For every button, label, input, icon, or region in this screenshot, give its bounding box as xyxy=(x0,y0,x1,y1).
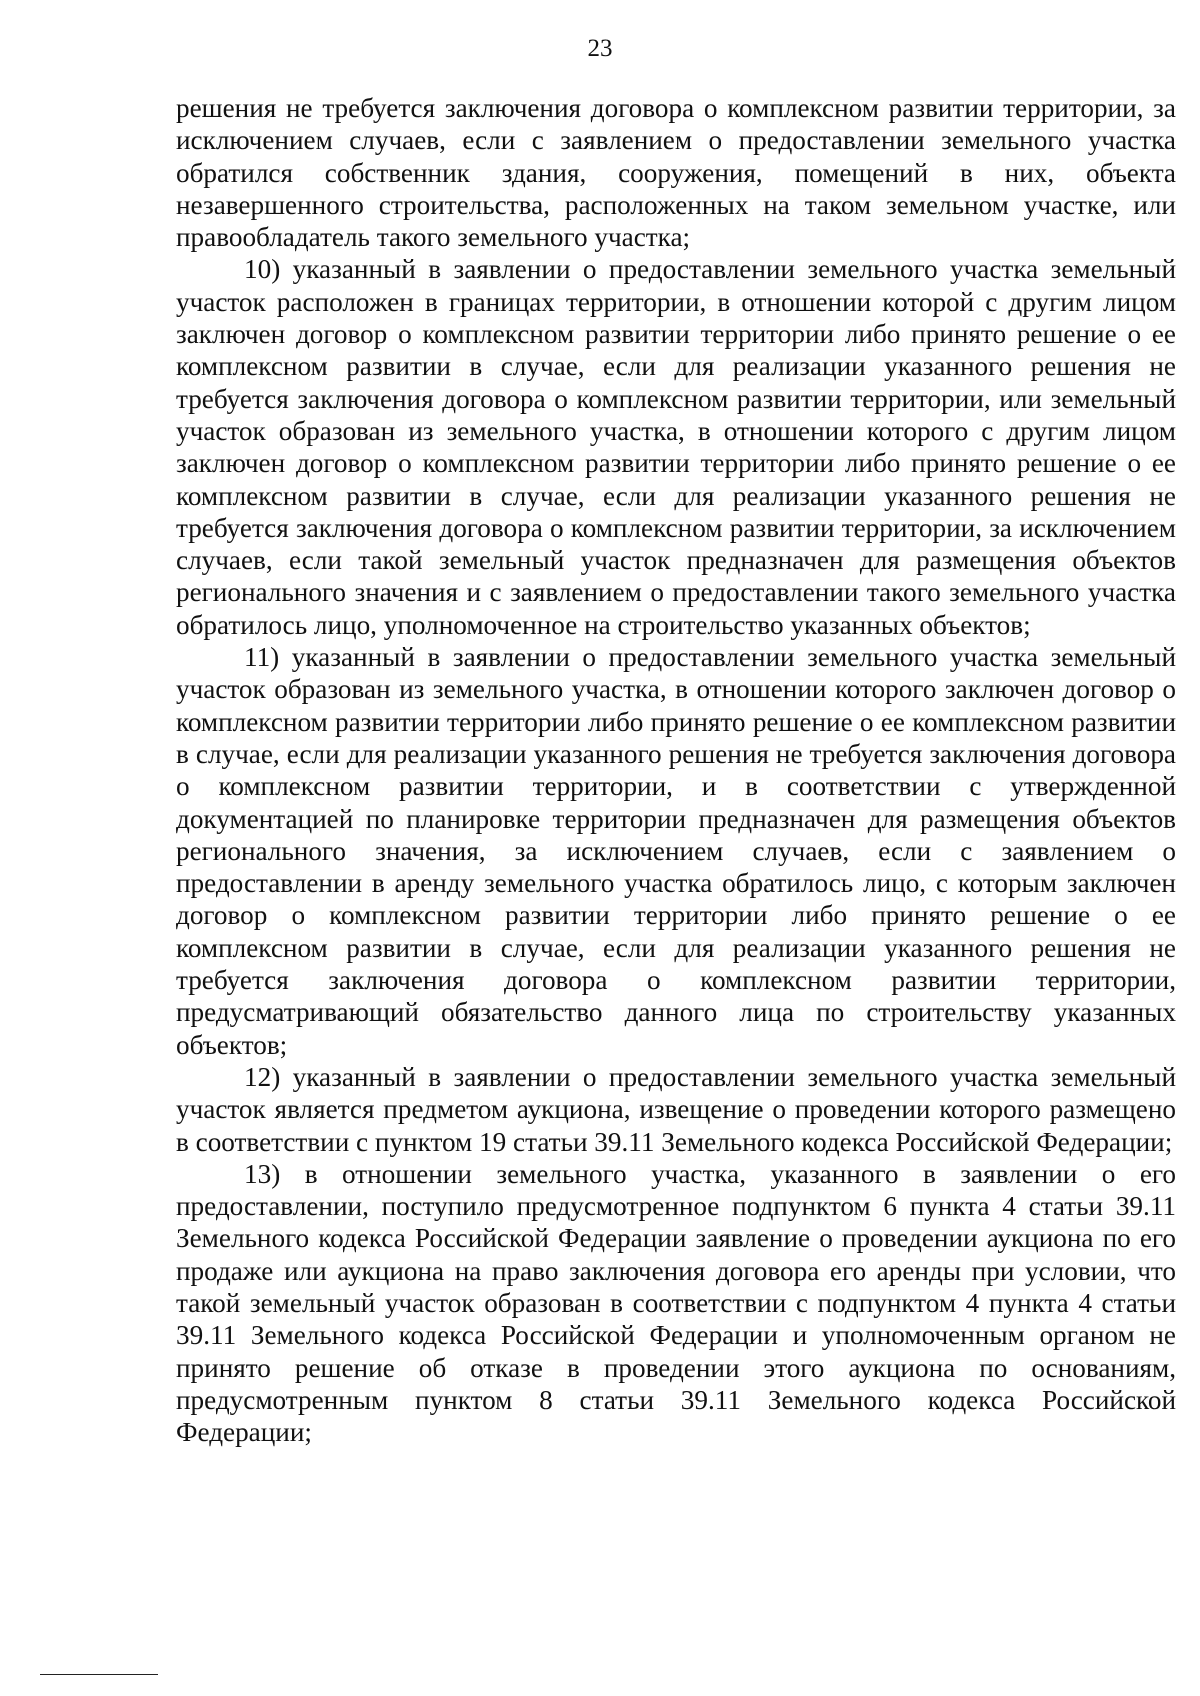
footer-rule xyxy=(40,1674,158,1675)
paragraph-item-10: 10) указанный в заявлении о предоставлении земельного участка земельный участок расположен в границах территории, в отношении которой с другим лицом заключен договор о комплексном развитии территории либо принято решение о ее комплексном развитии в случае, если для реализации указанного решения не требуется заключения договора о комплексном развитии территории, или земельный участок образован из земельного участка, в отношении которого с другим лицом заключен договор о комплексном развитии территории либо принято решение о ее комплексном развитии в случае, если для реализации указанного решения не требуется заключения договора о комплексном развитии территории, за исключением случаев, если такой земельный участок предназначен для размещения объектов регионального значения и с заявлением о предоставлении такого земельного участка обратилось лицо, уполномоченное на строительство указанных объектов; xyxy=(176,254,1176,640)
body-text xyxy=(176,92,1176,1448)
paragraph-item-12: 12) указанный в заявлении о предоставлении земельного участка земельный участок является предметом аукциона, извещение о проведении которого размещено в соответствии с пунктом 19 статьи 39.11 Земельного кодекса Российской Федерации; xyxy=(176,1061,1176,1157)
paragraph-item-13: 13) в отношении земельного участка, указанного в заявлении о его предоставлении, поступило предусмотренное подпунктом 6 пункта 4 статьи 39.11 Земельного кодекса Российской Федерации заявление о проведении аукциона по его продаже или аукциона на право заключения договора его аренды при условии, что такой земельный участок образован в соответствии с подпунктом 4 пункта 4 статьи 39.11 Земельного кодекса Российской Федерации и уполномоченным органом не принято решение об отказе в проведении этого аукциона по основаниям, предусмотренным пунктом 8 статьи 39.11 Земельного кодекса Российской Федерации; xyxy=(176,1158,1176,1448)
page-number: 23 xyxy=(587,35,613,62)
paragraph-item-11: 11) указанный в заявлении о предоставлении земельного участка земельный участок образован из земельного участка, в отношении которого заключен договор о комплексном развитии территории либо принято решение о ее комплексном развитии в случае, если для реализации указанного решения не требуется заключения договора о комплексном развитии территории, и в соответствии с утвержденной документацией по планировке территории предназначен для размещения объектов регионального значения, за исключением случаев, если с заявлением о предоставлении в аренду земельного участка обратилось лицо, с которым заключен договор о комплексном развитии территории либо принято решение о ее комплексном развитии в случае, если для реализации указанного решения не требуется заключения договора о комплексном развитии территории, предусматривающий обязательство данного лица по строительству указанных объектов; xyxy=(176,642,1176,1060)
paragraph-continuation: решения не требуется заключения договора о комплексном развитии территории, за исключением случаев, если с заявлением о предоставлении земельного участка обратился собственник здания, сооружения, помещений в них, объекта незавершенного строительства, расположенных на таком земельном участке, или правообладатель такого земельного участка; xyxy=(176,93,1176,253)
